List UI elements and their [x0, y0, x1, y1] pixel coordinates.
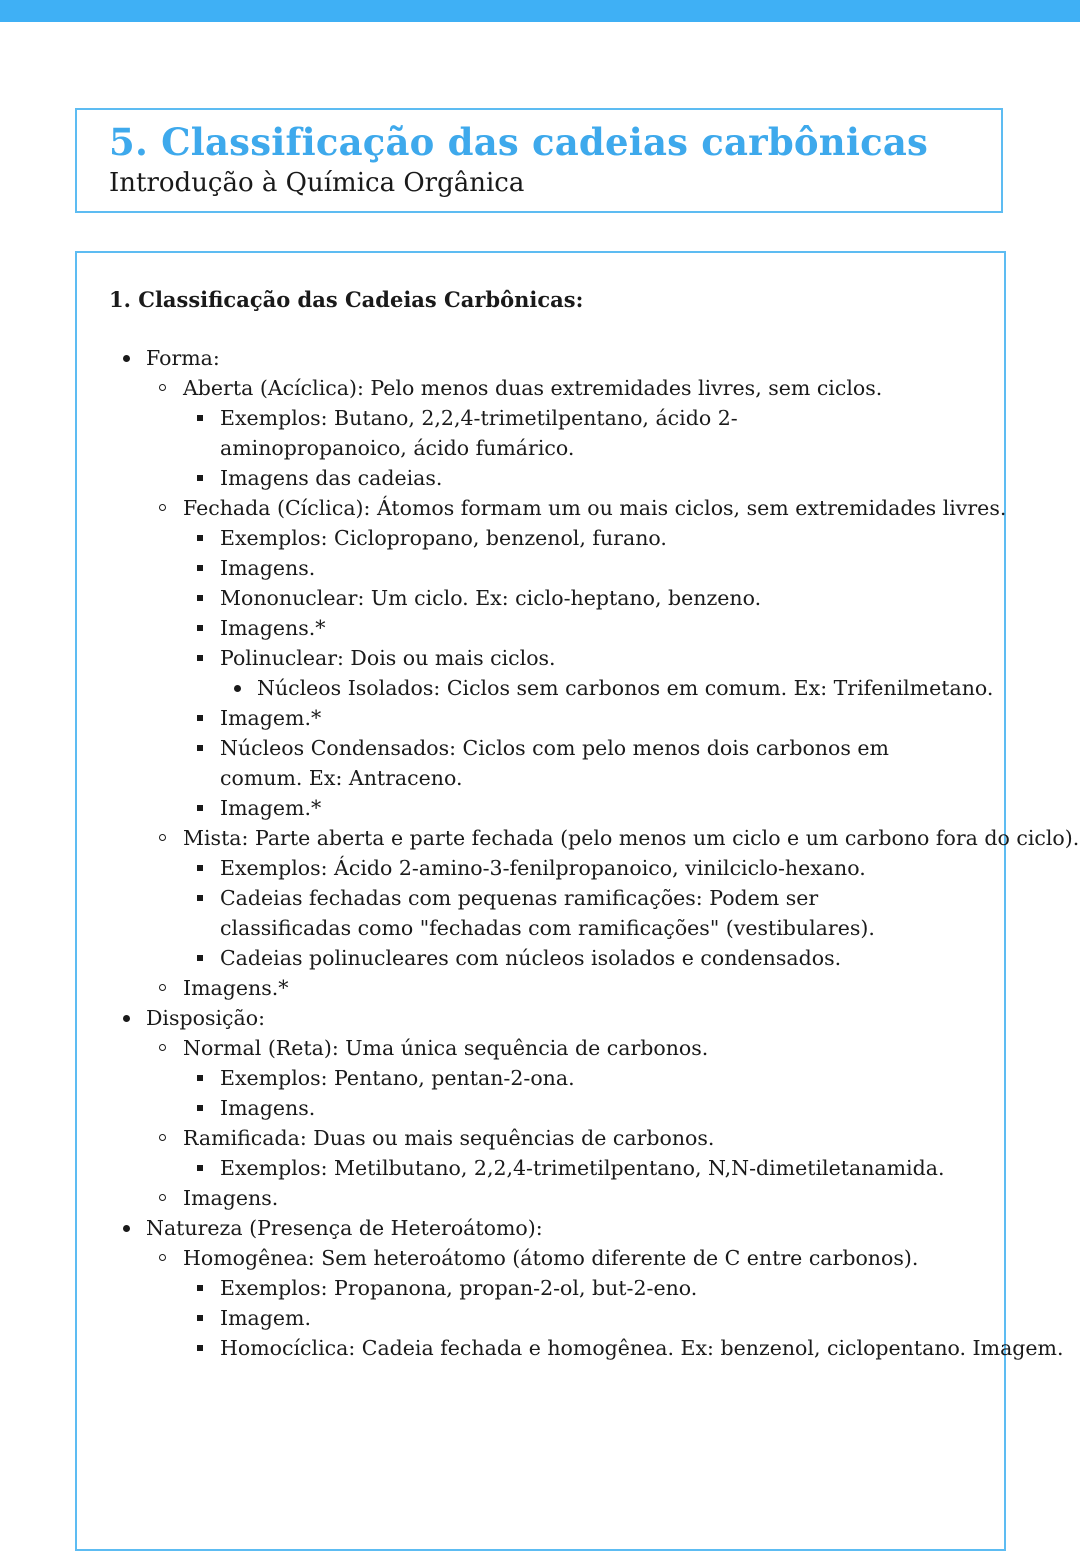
list-item: Natureza (Presença de Heteroátomo):: [77, 1213, 1006, 1243]
bullet-square-icon: [197, 595, 203, 601]
bullet-circle-icon: [159, 834, 166, 841]
title-box: [75, 108, 1003, 213]
bullet-square-icon: [197, 535, 203, 541]
bullet-square-icon: [197, 415, 203, 421]
list-item: Núcleos Condensados: Ciclos com pelo menos dois carbonos em comum. Ex: Antraceno.: [77, 733, 1006, 793]
bullet-circle-icon: [159, 1254, 166, 1261]
bullet-square-icon: [197, 1315, 203, 1321]
list-item: Exemplos: Ácido 2-amino-3-fenilpropanoico, vinilciclo-hexano.: [77, 853, 1006, 883]
list-item: Imagem.: [77, 1303, 1006, 1333]
bullet-circle-icon: [159, 1194, 166, 1201]
list-item: Fechada (Cíclica): Átomos formam um ou mais ciclos, sem extremidades livres.: [77, 493, 1006, 523]
bullet-square-icon: [197, 1345, 203, 1351]
bullet-disc-icon: [123, 1225, 130, 1232]
section-heading: 1. Classificação das Cadeias Carbônicas:: [109, 287, 584, 312]
list-item: Homocíclica: Cadeia fechada e homogênea. Ex: benzenol, ciclopentano. Imagem.: [77, 1333, 1006, 1363]
bullet-square-icon: [197, 895, 203, 901]
list-item: Imagens.: [77, 1093, 1006, 1123]
page-title: 5. Classificação das cadeias carbônicas: [109, 120, 929, 164]
list-item: Mononuclear: Um ciclo. Ex: ciclo-heptano, benzeno.: [77, 583, 1006, 613]
list-item: Imagens.*: [77, 613, 1006, 643]
bullet-square-icon: [197, 1075, 203, 1081]
bullet-disc-icon: [234, 685, 241, 692]
list-item: Exemplos: Metilbutano, 2,2,4-trimetilpentano, N,N-dimetiletanamida.: [77, 1153, 1006, 1183]
bullet-disc-icon: [123, 1015, 130, 1022]
bullet-square-icon: [197, 565, 203, 571]
bullet-square-icon: [197, 655, 203, 661]
list-item: Exemplos: Propanona, propan-2-ol, but-2-eno.: [77, 1273, 1006, 1303]
list-item: Imagens.: [77, 1183, 1006, 1213]
bullet-square-icon: [197, 625, 203, 631]
bullet-square-icon: [197, 475, 203, 481]
bullet-square-icon: [197, 715, 203, 721]
list-item: Cadeias polinucleares com núcleos isolados e condensados.: [77, 943, 1006, 973]
list-item: Mista: Parte aberta e parte fechada (pelo menos um ciclo e um carbono fora do ciclo).: [77, 823, 1006, 853]
page-subtitle: Introdução à Química Orgânica: [109, 168, 525, 198]
bullet-square-icon: [197, 1165, 203, 1171]
list-item: Aberta (Acíclica): Pelo menos duas extremidades livres, sem ciclos.: [77, 373, 1006, 403]
bullet-square-icon: [197, 955, 203, 961]
list-item: Imagem.*: [77, 703, 1006, 733]
list-item: Cadeias fechadas com pequenas ramificações: Podem ser classificadas como "fechadas com ramificações" (vestibulares).: [77, 883, 1006, 943]
content-box: [75, 251, 1080, 1551]
bullet-circle-icon: [159, 984, 166, 991]
bullet-square-icon: [197, 805, 203, 811]
list-item: Homogênea: Sem heteroátomo (átomo diferente de C entre carbonos).: [77, 1243, 1006, 1273]
list-item: Núcleos Isolados: Ciclos sem carbonos em comum. Ex: Trifenilmetano.: [77, 673, 1006, 703]
list-item: Disposição:: [77, 1003, 1006, 1033]
bullet-circle-icon: [159, 504, 166, 511]
bullet-square-icon: [197, 865, 203, 871]
bullet-square-icon: [197, 1105, 203, 1111]
bullet-square-icon: [197, 1285, 203, 1291]
bullet-disc-icon: [123, 355, 130, 362]
top-accent-bar: [0, 0, 1080, 22]
list-item: Imagem.*: [77, 793, 1006, 823]
list-item: Forma:: [77, 343, 1006, 373]
bullet-circle-icon: [159, 1044, 166, 1051]
list-item: Imagens das cadeias.: [77, 463, 1006, 493]
bullet-circle-icon: [159, 384, 166, 391]
list-item: Exemplos: Pentano, pentan-2-ona.: [77, 1063, 1006, 1093]
list-item: Normal (Reta): Uma única sequência de carbonos.: [77, 1033, 1006, 1063]
list-item: Polinuclear: Dois ou mais ciclos.: [77, 643, 1006, 673]
list-item: Imagens.*: [77, 973, 1006, 1003]
list-item: Exemplos: Ciclopropano, benzenol, furano.: [77, 523, 1006, 553]
bullet-square-icon: [197, 745, 203, 751]
bullet-circle-icon: [159, 1134, 166, 1141]
list-item: Ramificada: Duas ou mais sequências de carbonos.: [77, 1123, 1006, 1153]
classification-list: [77, 343, 1080, 1363]
list-item: Imagens.: [77, 553, 1006, 583]
list-item: Exemplos: Butano, 2,2,4-trimetilpentano, ácido 2-aminopropanoico, ácido fumárico.: [77, 403, 1006, 463]
